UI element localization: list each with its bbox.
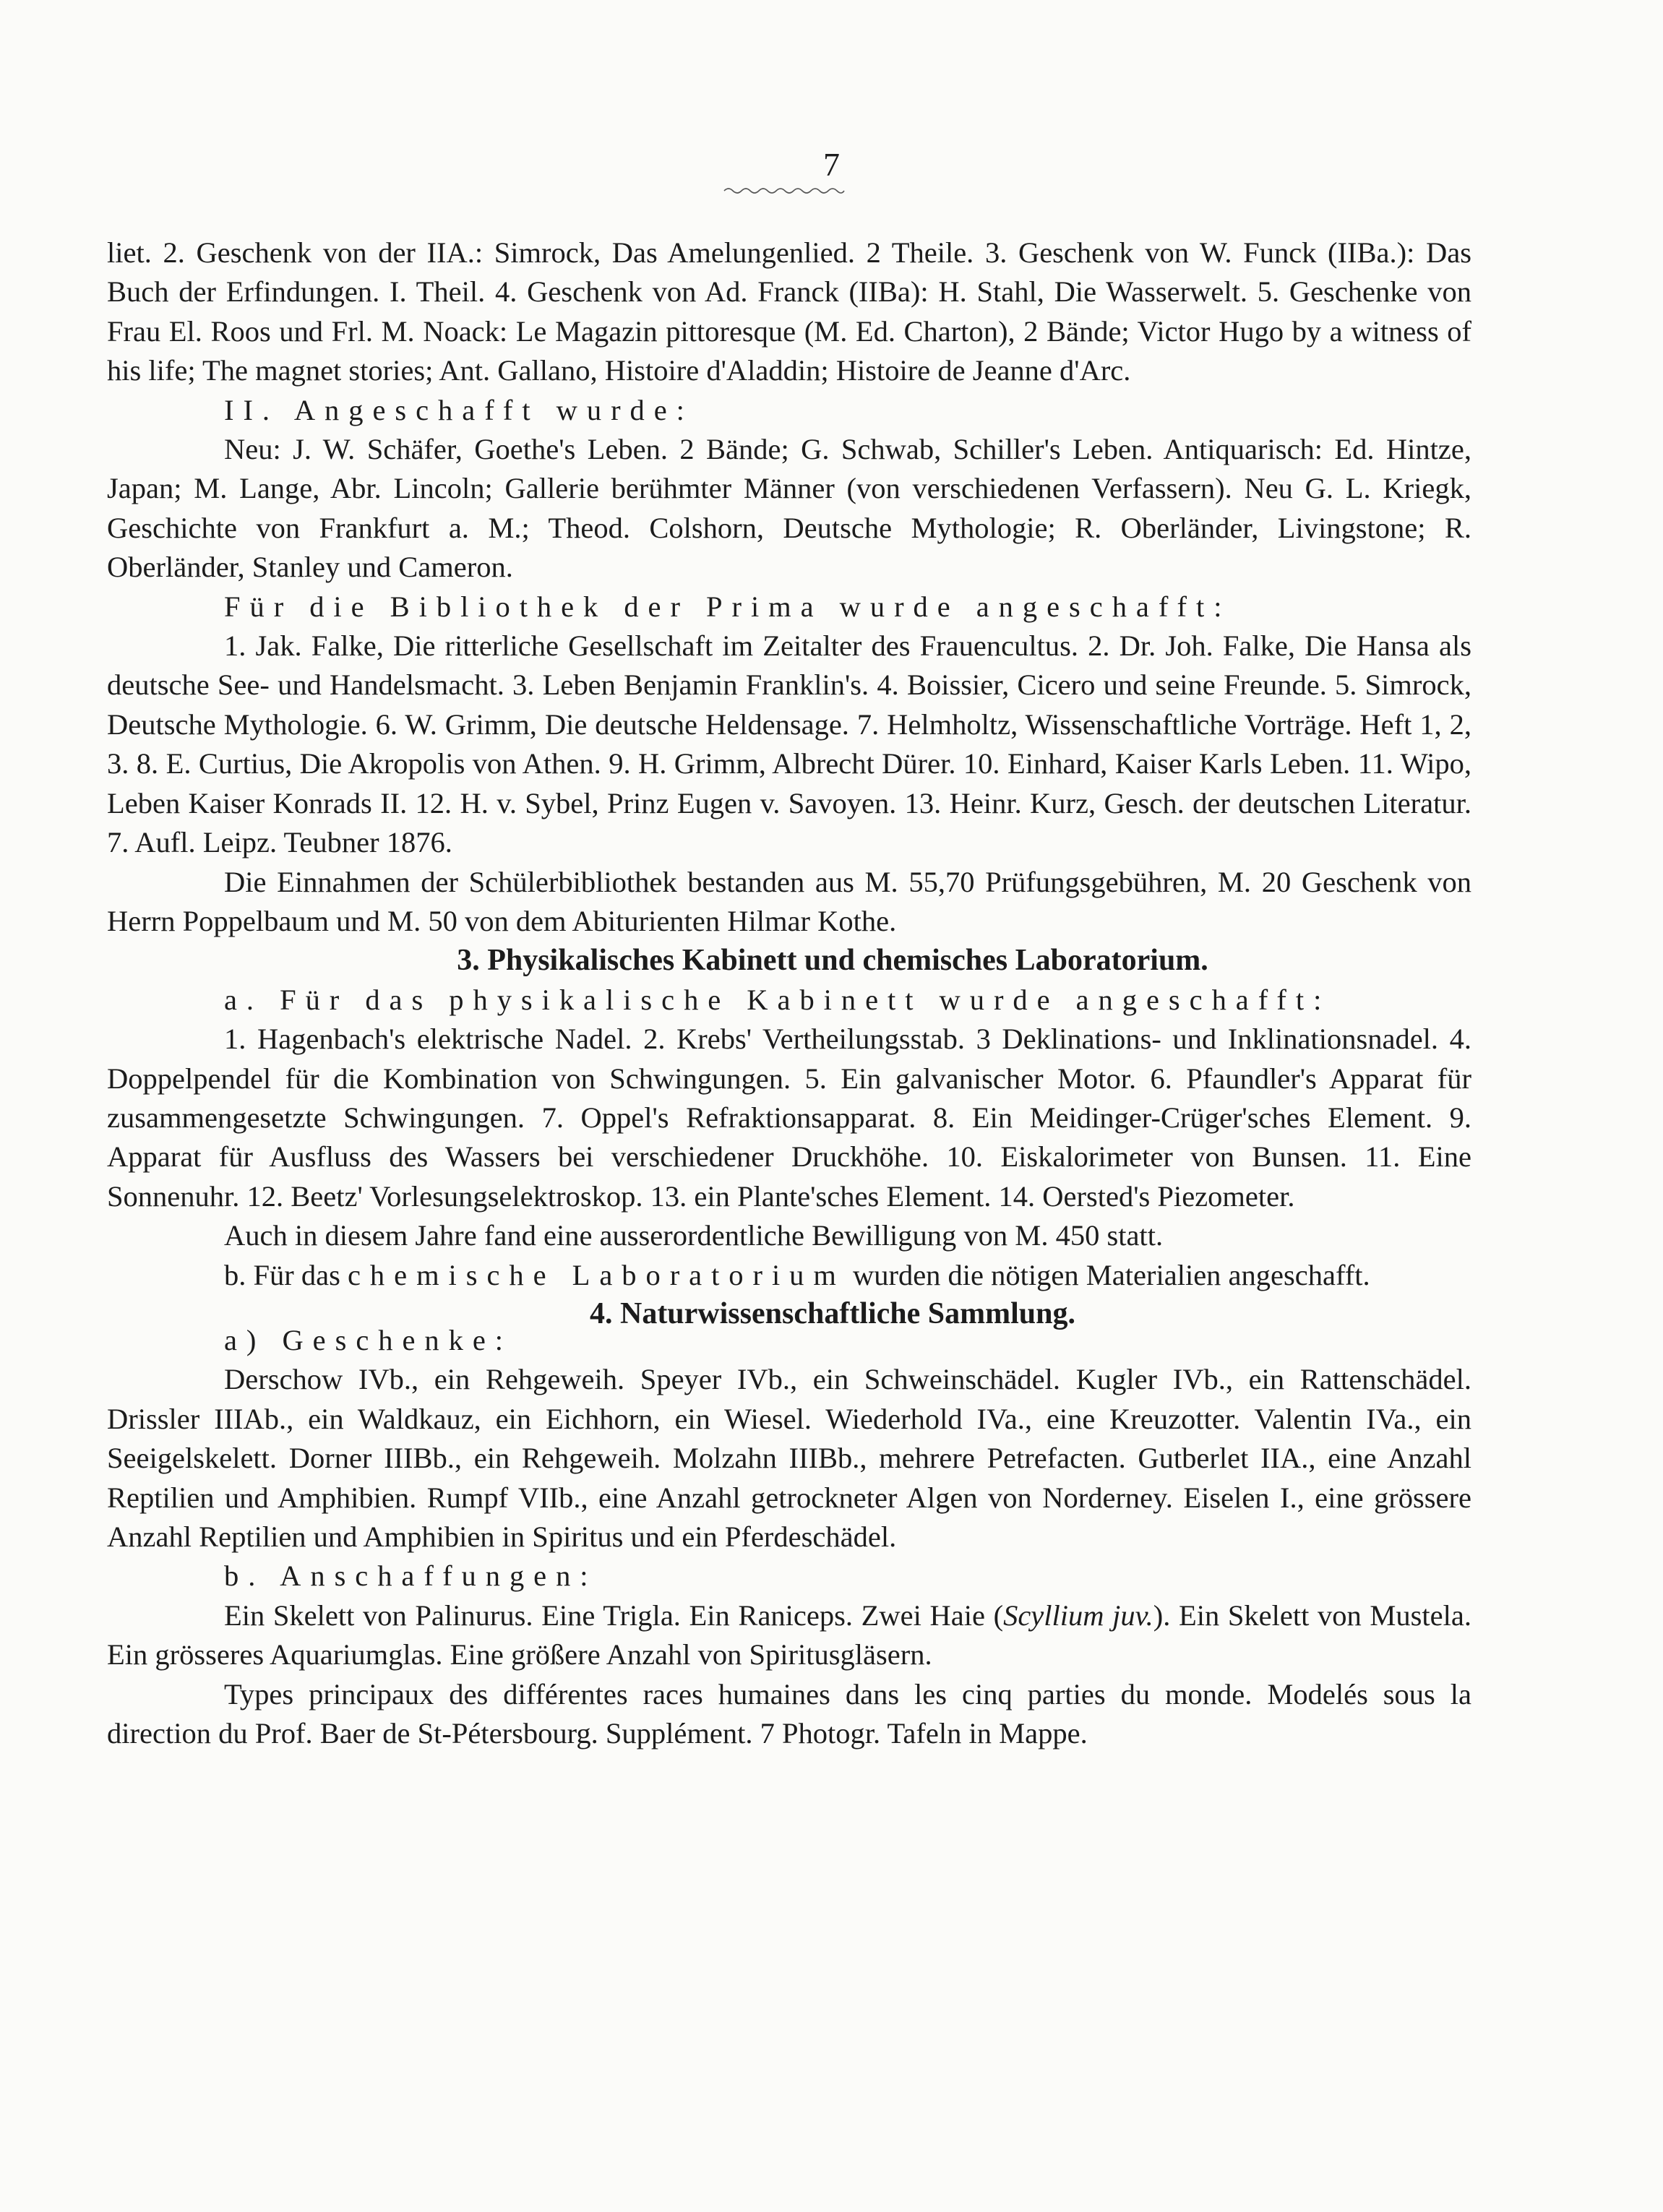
purchases-italic: Scyllium juv. (1003, 1598, 1153, 1632)
purchases-part-b: ). Ein Skelett von Mustela. Ein grösseres Aquariumglas. Eine größere Anzahl von Spiritusgläsern. (107, 1598, 1471, 1671)
paragraph-purchases (107, 1596, 1471, 1675)
page-number-ornament (723, 185, 846, 197)
chem-lab-suffix: wurden die nötigen Materialien angeschafft. (845, 1258, 1370, 1291)
section-heading-natural-science: 4. Naturwissenschaftliche Sammlung. (589, 1296, 1076, 1330)
label-acquired (107, 391, 1471, 430)
paragraph-chem-lab (107, 1256, 1471, 1295)
paragraph-grant: Auch in diesem Jahre fand eine ausserordentliche Bewilligung von M. 450 statt. (224, 1219, 1164, 1252)
label-acquired-text: II. Angeschafft wurde: (224, 393, 694, 426)
chem-lab-spaced: chemische Laboratorium (348, 1258, 846, 1291)
page-number: 7 (823, 146, 840, 183)
label-physics-cabinet (107, 981, 1471, 1020)
label-purchases (107, 1557, 1471, 1596)
paragraph-prima-books: 1. Jak. Falke, Die ritterliche Gesellschaft im Zeitalter des Frauencultus. 2. Dr. Joh. Falke, Die Hansa als deutsche See- und Handelsmacht. 3. Leben Benjamin Franklin's. 4. Boissier, Cicero und seine Freunde. 5. Simrock, Deutsche Mythologie. 6. W. Grimm, Die deutsche Heldensage. 7. Helmholtz, Wissenschaftliche Vorträge. Heft 1, 2, 3. 8. E. Curtius, Die Akropolis von Athen. 9. H. Grimm, Albrecht Dürer. 10. Einhard, Kaiser Karls Leben. 11. Wipo, Leben Kaiser Konrads II. 12. H. v. Sybel, Prinz Eugen v. Savoyen. 13. Heinr. Kurz, Gesch. der deutschen Literatur. 7. Aufl. Leipz. Teubner 1876. (107, 629, 1471, 859)
paragraph-income: Die Einnahmen der Schülerbibliothek bestanden aus M. 55,70 Prüfungsgebühren, M. 20 Geschenk von Herrn Poppelbaum und M. 50 von dem Abiturienten Hilmar Kothe. (107, 865, 1471, 937)
label-purchases-text: b. Anschaffungen: (224, 1559, 598, 1593)
label-physics-cabinet-text: a. Für das physikalische Kabinett wurde angeschafft: (224, 983, 1331, 1016)
section-heading-physics: 3. Physikalisches Kabinett und chemisches Laboratorium. (457, 944, 1208, 978)
label-prima-library (107, 588, 1471, 627)
chem-lab-prefix: b. Für das (224, 1258, 348, 1291)
paragraph-types-principaux: Types principaux des différentes races humaines dans les cinq parties du monde. Modelés sous la direction du Prof. Baer de St-Pétersbourg. Supplément. 7 Photogr. Tafeln in Mappe. (107, 1677, 1471, 1750)
label-prima-library-text: Für die Bibliothek der Prima wurde angeschafft: (224, 590, 1232, 623)
paragraph-specimen-gifts: Derschow IVb., ein Rehgeweih. Speyer IVb., ein Schweinschädel. Kugler IVb., ein Rattenschädel. Drissler IIIAb., ein Waldkauz, ein Eichhorn, ein Wiesel. Wiederhold IVa., eine Kreuzotter. Valentin IVa., ein Seeigelskelett. Dorner IIIBb., ein Rehgeweih. Molzahn IIIBb., mehrere Petrefacten. Gutberlet IIA., eine Anzahl Reptilien und Amphibien. Rumpf VIIb., eine Anzahl getrockneter Algen von Norderney. Eiselen I., eine grössere Anzahl Reptilien und Amphibien in Spiritus und ein Pferdeschädel. (107, 1363, 1471, 1553)
body-text (107, 233, 1471, 1753)
paragraph-new-acquisitions: Neu: J. W. Schäfer, Goethe's Leben. 2 Bände; G. Schwab, Schiller's Leben. Antiquarisch: Ed. Hintze, Japan; M. Lange, Abr. Lincoln; Gallerie berühmter Männer (von verschiedenen Verfassern). Neu G. L. Kriegk, Geschichte von Frankfurt a. M.; Theod. Colshorn, Deutsche Mythologie; R. Oberländer, Livingstone; R. Oberländer, Stanley und Cameron. (107, 433, 1471, 584)
paragraph-gifts-list: liet. 2. Geschenk von der IIA.: Simrock, Das Amelungenlied. 2 Theile. 3. Geschenk von W. Funck (IIBa.): Das Buch der Erfindungen. I. Theil. 4. Geschenk von Ad. Franck (IIBa): H. Stahl, Die Wasserwelt. 5. Geschenke von Frau El. Roos und Frl. M. Noack: Le Magazin pittoresque (M. Ed. Charton), 2 Bände; Victor Hugo by a witness of his life; The magnet stories; Ant. Gallano, Histoire d'Aladdin; Histoire de Jeanne d'Arc. (107, 236, 1471, 387)
label-gifts-text: a) Geschenke: (224, 1323, 512, 1356)
purchases-part-a: Ein Skelett von Palinurus. Eine Trigla. Ein Raniceps. Zwei Haie ( (224, 1598, 1004, 1632)
paragraph-physics-items: 1. Hagenbach's elektrische Nadel. 2. Krebs' Vertheilungsstab. 3 Deklinations- und Inklinationsnadel. 4. Doppelpendel für die Kombination von Schwingungen. 5. Ein galvanischer Motor. 6. Pfaundler's Apparat für zusammengesetzte Schwingungen. 7. Oppel's Refraktionsapparat. 8. Ein Meidinger-Crüger'sches Element. 9. Apparat für Ausfluss des Wassers bei verschiedener Druckhöhe. 10. Eiskalorimeter von Bunsen. 11. Eine Sonnenuhr. 12. Beetz' Vorlesungselektroskop. 13. ein Plante'sches Element. 14. Oersted's Piezometer. (107, 1023, 1471, 1213)
